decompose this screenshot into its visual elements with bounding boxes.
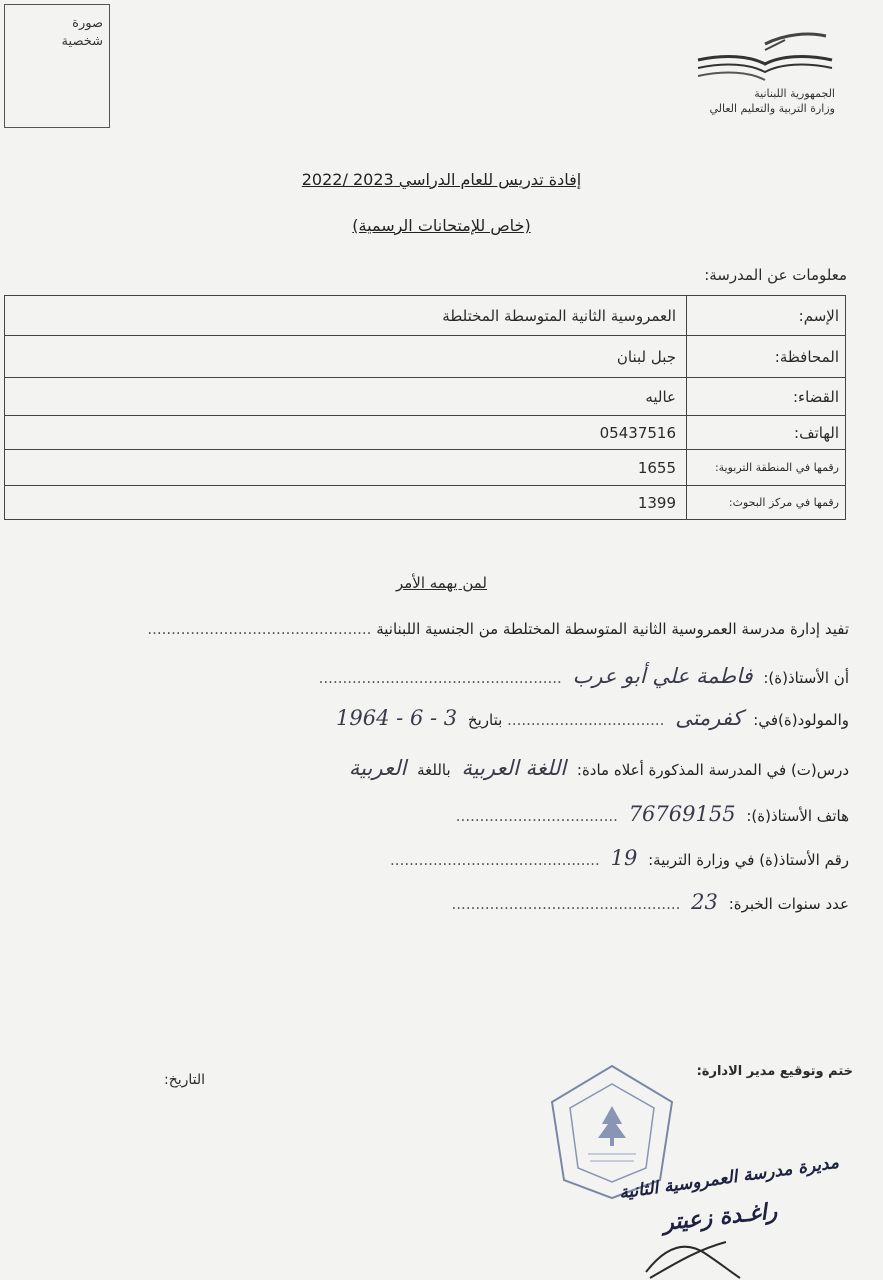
to-whom-it-may-concern: لمن يهمه الأمر xyxy=(395,574,488,592)
research-center-number-label: رقمها في مركز البحوث: xyxy=(687,486,846,520)
photo-label-line1: صورة xyxy=(72,16,103,31)
birth-place-handwritten: كفرمتى xyxy=(675,706,743,730)
school-name-value: العمروسية الثانية المتوسطة المختلطة xyxy=(5,296,687,336)
region-number-label: رقمها في المنطقة التربوية: xyxy=(687,450,846,486)
ministry-header xyxy=(709,86,835,116)
ministry-name: وزارة التربية والتعليم العالي xyxy=(709,102,835,115)
date-label: التاريخ: xyxy=(164,1072,206,1088)
school-info-table xyxy=(4,295,846,520)
director-stamp-text: مديرة مدرسة العمروسية الثانية xyxy=(617,1152,841,1204)
table-row xyxy=(5,486,846,520)
teacher-phone-handwritten: 76769155 xyxy=(628,802,736,826)
school-name-label: الإسم: xyxy=(687,296,846,336)
teacher-phone-label: هاتف الأستاذ(ة): xyxy=(746,807,849,825)
teacher-name-handwritten: فاطمة علي أبو عرب xyxy=(572,664,753,688)
language-handwritten: العربية xyxy=(348,756,407,780)
body-line-ministry-number xyxy=(390,846,849,870)
dotted-fill: ................................................ xyxy=(451,895,681,913)
language-label: باللغة xyxy=(417,761,451,779)
republic-name: الجمهورية اللبنانية xyxy=(754,87,835,100)
body-line-subject xyxy=(343,756,849,780)
governorate-value: جبل لبنان xyxy=(5,336,687,378)
experience-label: عدد سنوات الخبرة: xyxy=(728,895,849,913)
body-line-teacher xyxy=(319,664,849,688)
district-label: القضاء: xyxy=(687,378,846,416)
photo-placeholder xyxy=(4,4,110,128)
body-line-birth xyxy=(330,706,849,730)
district-value: عاليه xyxy=(5,378,687,416)
photo-label-line2: شخصية xyxy=(61,34,103,49)
governorate-label: المحافظة: xyxy=(687,336,846,378)
phone-value: 05437516 xyxy=(5,416,687,450)
table-row xyxy=(5,450,846,486)
document-title: إفادة تدريس للعام الدراسي 2023 /2022 xyxy=(301,170,582,189)
dotted-fill: ............................................ xyxy=(390,851,600,869)
table-row xyxy=(5,296,846,336)
body-line-phone xyxy=(456,802,849,826)
dotted-fill: ................................................... xyxy=(318,669,562,687)
region-number-value: 1655 xyxy=(5,450,687,486)
dotted-fill: ................................. xyxy=(507,711,665,729)
director-name-stamp: راغـدة زعيتر xyxy=(661,1198,779,1236)
document-subtitle: (خاص للإمتحانات الرسمية) xyxy=(352,216,531,235)
taught-label: درس(ت) في المدرسة المذكورة أعلاه مادة: xyxy=(576,761,849,779)
phone-label: الهاتف: xyxy=(687,416,846,450)
experience-handwritten: 23 xyxy=(691,890,718,914)
school-info-heading: معلومات عن المدرسة: xyxy=(704,266,847,284)
school-statement: تفيد إدارة مدرسة العمروسية الثانية المتوسطة المختلطة من الجنسية اللبنانية xyxy=(376,620,849,638)
body-line-school xyxy=(147,620,849,638)
table-row xyxy=(5,378,846,416)
table-row xyxy=(5,336,846,378)
dotted-fill: .................................. xyxy=(455,807,618,825)
signature-icon xyxy=(636,1236,746,1280)
subject-handwritten: اللغة العربية xyxy=(461,756,567,780)
ministry-book-logo-icon xyxy=(690,30,840,90)
ministry-number-handwritten: 19 xyxy=(610,846,638,870)
dotted-fill: ............................................... xyxy=(147,620,372,638)
date-of-birth-label: بتاريخ xyxy=(467,711,503,729)
body-line-experience xyxy=(452,890,849,914)
birth-date-handwritten: 3 - 6 - 1964 xyxy=(336,706,458,730)
ministry-number-label: رقم الأستاذ(ة) في وزارة التربية: xyxy=(648,851,849,869)
research-center-number-value: 1399 xyxy=(5,486,687,520)
teacher-label: أن الأستاذ(ة): xyxy=(763,669,849,687)
born-label: والمولود(ة)في: xyxy=(753,711,849,729)
stamp-signature-label: ختم وتوقيع مدير الادارة: xyxy=(696,1064,853,1079)
table-row xyxy=(5,416,846,450)
